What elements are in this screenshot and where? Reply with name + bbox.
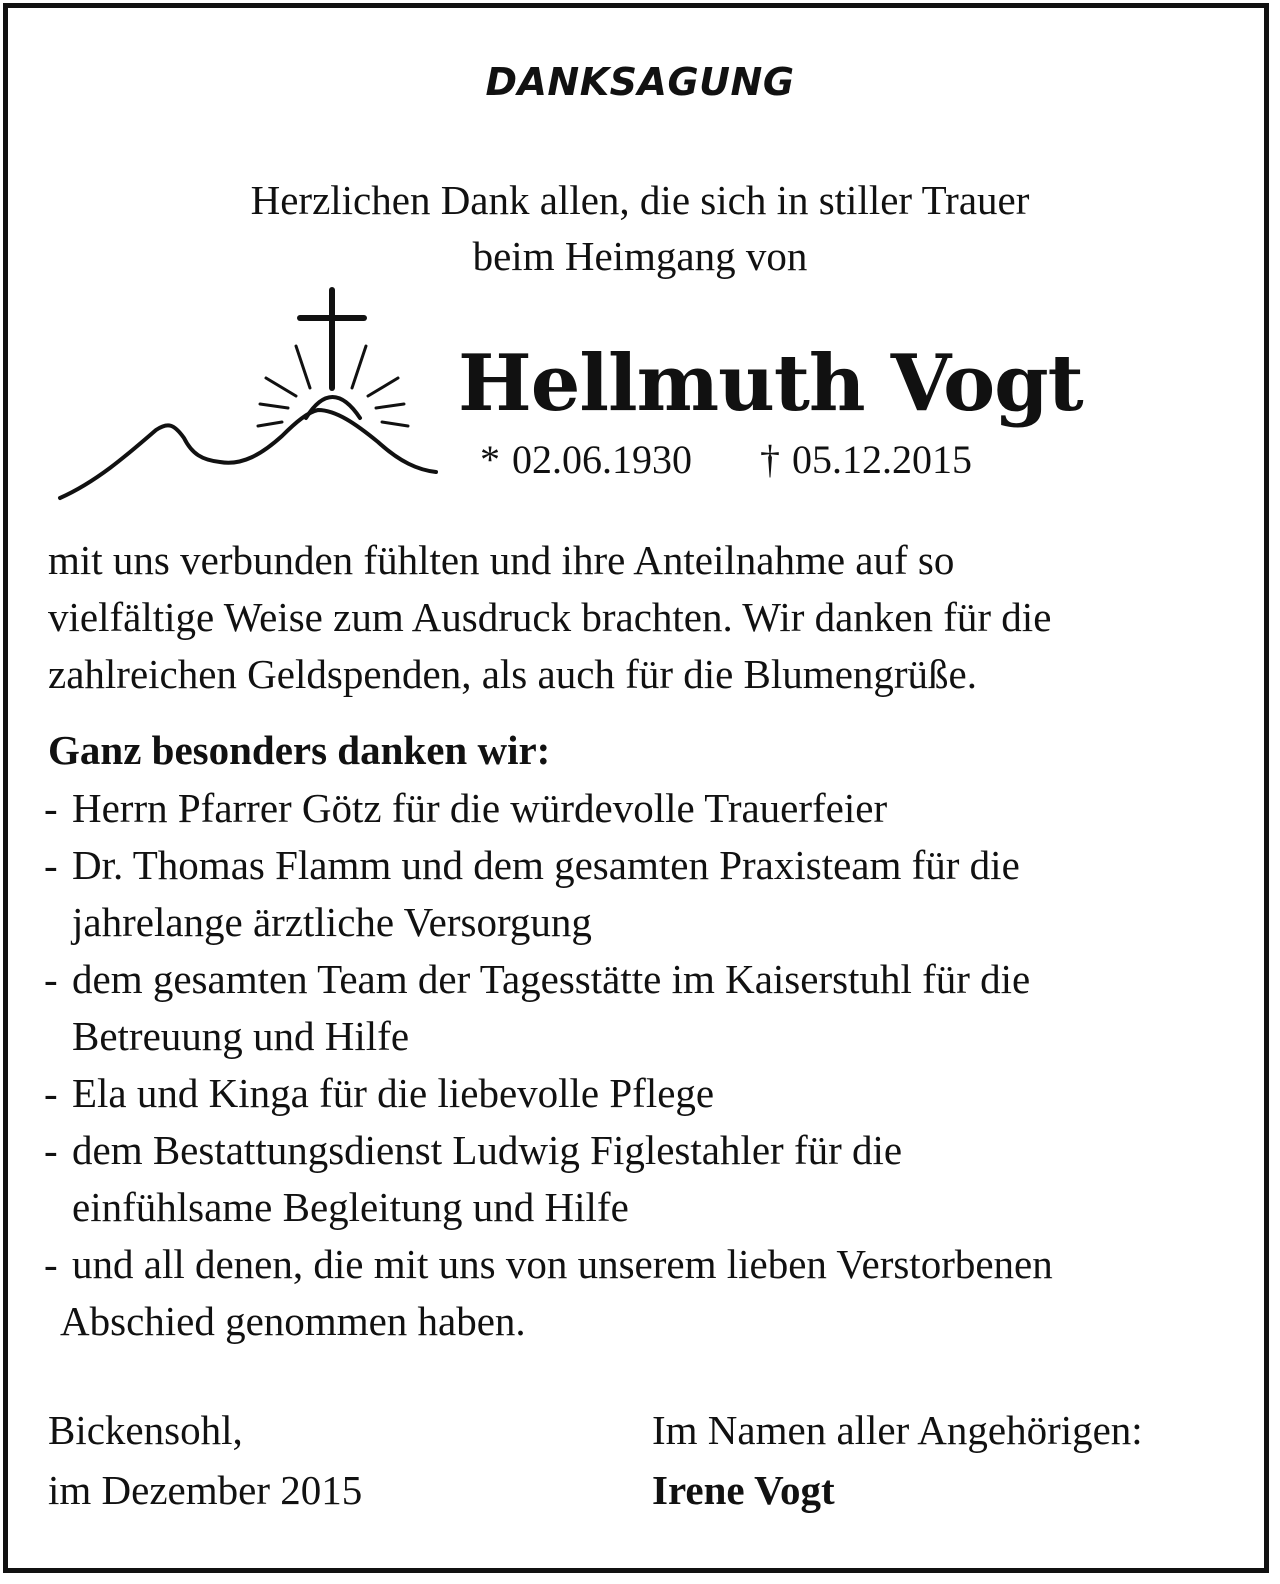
birth-star-icon: * <box>480 437 500 482</box>
death-date: 05.12.2015 <box>792 437 972 482</box>
special-thanks-list <box>44 780 1254 1350</box>
list-item: - Ela und Kinga für die liebevolle Pflege <box>44 1070 715 1116</box>
list-item: - Dr. Thomas Flamm und dem gesamten Praxisteam für die jahrelange ärztliche Versorgung <box>44 842 1020 945</box>
list-item: - dem gesamten Team der Tagesstätte im Kaiserstuhl für die Betreuung und Hilfe <box>44 956 1031 1059</box>
intro-line-2: beim Heimgang von <box>472 233 808 279</box>
date: im Dezember 2015 <box>48 1467 363 1513</box>
body-line-2: vielfältige Weise zum Ausdruck brachten. Wir danken für die <box>48 594 1052 640</box>
list-item: - Herrn Pfarrer Götz für die würdevolle Trauerfeier <box>44 785 888 831</box>
intro-line-1: Herzlichen Dank allen, die sich in stiller Trauer <box>250 177 1030 223</box>
signature-block <box>652 1400 1143 1520</box>
place: Bickensohl, <box>48 1407 243 1453</box>
birth-date: 02.06.1930 <box>512 437 692 482</box>
on-behalf-label: Im Namen aller Angehörigen: <box>652 1407 1143 1453</box>
place-and-date <box>48 1400 362 1520</box>
notice-heading: DANKSAGUNG <box>485 60 795 104</box>
death-cross-icon: † <box>760 437 780 482</box>
cross-mountain-sunrise-icon <box>56 284 446 510</box>
special-thanks-title: Ganz besonders danken wir: <box>48 727 551 773</box>
list-item: - und all denen, die mit uns von unserem lieben Verstorbenen Abschied genommen haben. <box>44 1241 1053 1344</box>
body-line-3: zahlreichen Geldspenden, als auch für die Blumengrüße. <box>48 651 977 697</box>
life-dates <box>468 436 972 483</box>
intro-text <box>0 172 1280 284</box>
list-item: - dem Bestattungsdienst Ludwig Figlestahler für die einfühlsame Begleitung und Hilfe <box>44 1127 903 1230</box>
body-line-1: mit uns verbunden fühlten und ihre Anteilnahme auf so <box>48 537 955 583</box>
signer-name: Irene Vogt <box>652 1467 835 1513</box>
thanks-body <box>48 532 1248 703</box>
deceased-name: Hellmuth Vogt <box>458 338 1083 429</box>
